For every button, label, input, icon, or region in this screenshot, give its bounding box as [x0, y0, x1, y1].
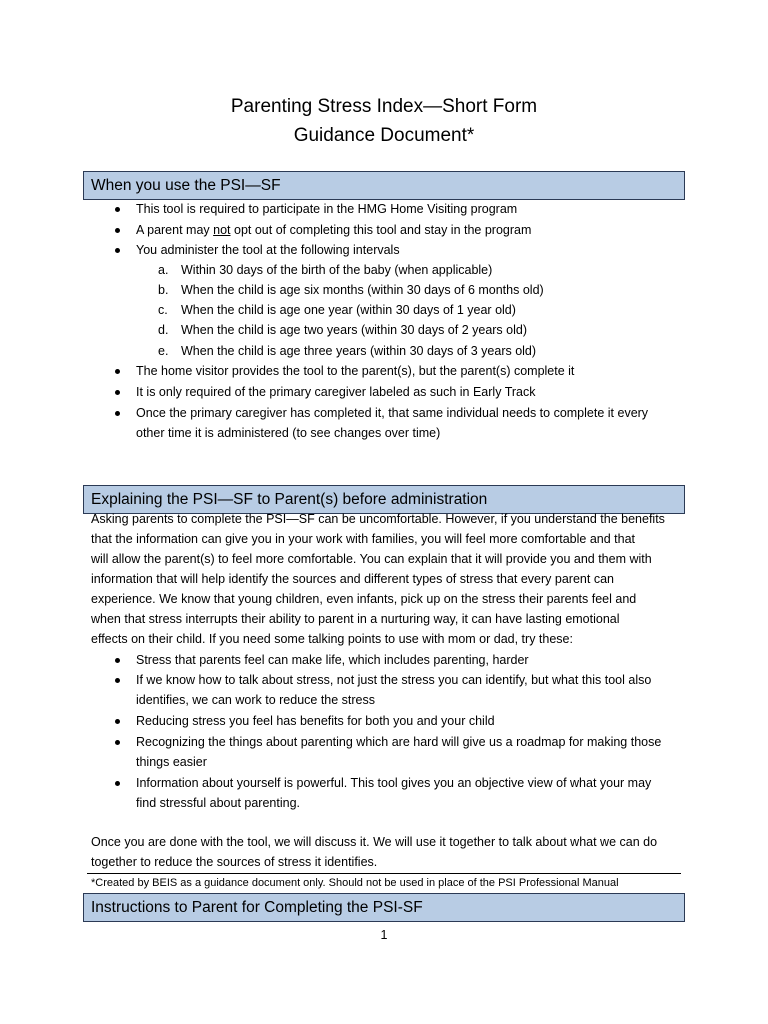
bullet-icon	[115, 740, 120, 745]
bullet-icon	[115, 369, 120, 374]
paragraph-line: together to reduce the sources of stress it identifies.	[91, 855, 378, 869]
interval-letter: d.	[158, 323, 169, 337]
list-item: The home visitor provides the tool to the parent(s), but the parent(s) complete it	[136, 364, 575, 378]
bullet-icon	[115, 248, 120, 253]
paragraph-line: experience. We know that young children, even infants, pick up on the stress their parents feel and	[91, 592, 637, 606]
bullet-icon	[115, 411, 120, 416]
list-item: Reducing stress you feel has benefits for both you and your child	[136, 714, 495, 728]
interval-letter: c.	[158, 303, 168, 317]
paragraph-line: Asking parents to complete the PSI—SF can be uncomfortable. However, if you understand the benefits	[91, 512, 665, 526]
list-item-continued: identifies, we can work to reduce the stress	[136, 693, 376, 707]
interval-letter: e.	[158, 344, 169, 358]
list-item: It is only required of the primary caregiver labeled as such in Early Track	[136, 385, 536, 399]
footnote-divider	[87, 873, 681, 874]
document-title-line1: Parenting Stress Index—Short Form	[230, 96, 538, 117]
interval-item: When the child is age six months (within 30 days of 6 months old)	[181, 283, 544, 297]
interval-item: Within 30 days of the birth of the baby (when applicable)	[181, 263, 493, 277]
section-heading-explaining: Explaining the PSI—SF to Parent(s) before administration	[83, 485, 685, 514]
paragraph-line: Once you are done with the tool, we will discuss it. We will use it together to talk about what we can do	[91, 835, 658, 849]
list-item: This tool is required to participate in the HMG Home Visiting program	[136, 202, 518, 216]
paragraph-line: information that will help identify the sources and different types of stress that every parent can	[91, 572, 614, 586]
emphasis-not: not	[213, 223, 231, 237]
bullet-icon	[115, 719, 120, 724]
list-item: Once the primary caregiver has completed it, that same individual needs to complete it every	[136, 406, 649, 420]
paragraph-line: effects on their child. If you need some talking points to use with mom or dad, try these:	[91, 632, 573, 646]
footnote: *Created by BEIS as a guidance document only. Should not be used in place of the PSI Professional Manual	[91, 877, 619, 889]
section-heading-instructions: Instructions to Parent for Completing the PSI-SF	[83, 893, 685, 922]
list-item: Recognizing the things about parenting which are hard will give us a roadmap for making those	[136, 735, 662, 749]
list-item-continued: things easier	[136, 755, 207, 769]
bullet-icon	[115, 207, 120, 212]
bullet-icon	[115, 390, 120, 395]
list-item: Stress that parents feel can make life, which includes parenting, harder	[136, 653, 529, 667]
list-item-continued: other time it is administered (to see changes over time)	[136, 426, 441, 440]
bullet-icon	[115, 678, 120, 683]
list-item: Information about yourself is powerful. This tool gives you an objective view of what your may	[136, 776, 652, 790]
page-number: 1	[380, 928, 388, 942]
paragraph-line: when that stress interrupts their ability to parent in a nurturing way, it can have lasting emotional	[91, 612, 620, 626]
list-item-continued: find stressful about parenting.	[136, 796, 300, 810]
list-item: If we know how to talk about stress, not just the stress you can identify, but what this tool also	[136, 673, 652, 687]
interval-item: When the child is age one year (within 30 days of 1 year old)	[181, 303, 516, 317]
paragraph-line: that the information can give you in your work with families, you will feel more comfortable and that	[91, 532, 636, 546]
interval-item: When the child is age two years (within 30 days of 2 years old)	[181, 323, 528, 337]
interval-item: When the child is age three years (within 30 days of 3 years old)	[181, 344, 537, 358]
bullet-icon	[115, 658, 120, 663]
section-heading-when-to-use: When you use the PSI—SF	[83, 171, 685, 200]
document-title-line2: Guidance Document*	[293, 125, 475, 146]
list-item: A parent may not opt out of completing this tool and stay in the program	[136, 223, 532, 237]
interval-letter: b.	[158, 283, 169, 297]
list-item: You administer the tool at the following intervals	[136, 243, 400, 257]
bullet-icon	[115, 781, 120, 786]
interval-letter: a.	[158, 263, 169, 277]
bullet-icon	[115, 228, 120, 233]
paragraph-line: will allow the parent(s) to feel more comfortable. You can explain that it will provide you and them with	[91, 552, 652, 566]
